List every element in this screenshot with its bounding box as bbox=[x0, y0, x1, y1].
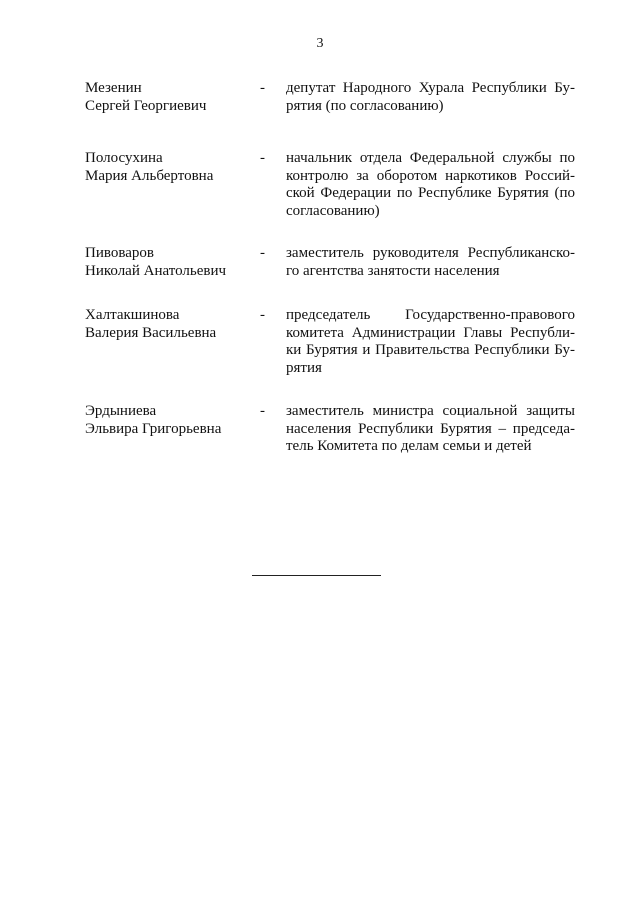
member-entry bbox=[85, 150, 575, 220]
description-line: населения Республики Бурятия – председа- bbox=[286, 420, 575, 437]
member-entry bbox=[85, 403, 575, 456]
page-number: 3 bbox=[316, 36, 324, 51]
closing-separator-line bbox=[252, 575, 381, 576]
member-given-names: Мария Альбертовна bbox=[85, 167, 214, 184]
member-surname: Полосухина bbox=[85, 150, 163, 166]
description-line: го агентства занятости населения bbox=[286, 262, 500, 279]
entry-dash: - bbox=[260, 150, 265, 166]
member-name bbox=[85, 80, 260, 115]
member-given-names: Валерия Васильевна bbox=[85, 324, 217, 341]
member-given-names: Эльвира Григорьевна bbox=[85, 420, 222, 437]
member-name bbox=[85, 403, 260, 456]
description-line: рятия (по согласованию) bbox=[286, 97, 444, 114]
description-line: заместитель министра социальной защиты bbox=[286, 403, 575, 419]
description-line: комитета Администрации Главы Республи- bbox=[286, 324, 575, 341]
member-description bbox=[286, 307, 575, 377]
member-surname: Пивоваров bbox=[85, 245, 154, 261]
description-line: депутат Народного Хурала Республики Бу- bbox=[286, 80, 575, 96]
description-line: ской Федерации по Республике Бурятия (по bbox=[286, 185, 575, 201]
member-given-names: Сергей Георгиевич bbox=[85, 97, 207, 114]
entry-dash: - bbox=[260, 80, 265, 96]
member-entry bbox=[85, 307, 575, 377]
member-surname: Халтакшинова bbox=[85, 307, 180, 323]
member-name bbox=[85, 307, 260, 377]
member-surname: Эрдыниева bbox=[85, 403, 157, 419]
entry-dash: - bbox=[260, 403, 265, 419]
description-line: начальник отдела Федеральной службы по bbox=[286, 150, 575, 166]
description-line: заместитель руководителя Республиканско- bbox=[286, 245, 575, 261]
member-description bbox=[286, 245, 575, 280]
entry-dash: - bbox=[260, 307, 265, 323]
description-line: председатель Государственно-правового bbox=[286, 307, 575, 323]
member-name bbox=[85, 150, 260, 220]
description-line: согласованию) bbox=[286, 202, 380, 219]
member-description bbox=[286, 150, 575, 220]
member-entry bbox=[85, 80, 575, 115]
description-line: рятия bbox=[286, 359, 322, 376]
member-description bbox=[286, 80, 575, 115]
description-line: контролю за оборотом наркотиков Россий- bbox=[286, 167, 575, 184]
member-given-names: Николай Анатольевич bbox=[85, 262, 227, 279]
member-description bbox=[286, 403, 575, 456]
description-line: тель Комитета по делам семьи и детей bbox=[286, 438, 532, 454]
member-surname: Мезенин bbox=[85, 80, 142, 96]
entry-dash: - bbox=[260, 245, 265, 261]
member-name bbox=[85, 245, 260, 280]
member-entry bbox=[85, 245, 575, 280]
description-line: ки Бурятия и Правительства Республики Бу- bbox=[286, 342, 575, 358]
